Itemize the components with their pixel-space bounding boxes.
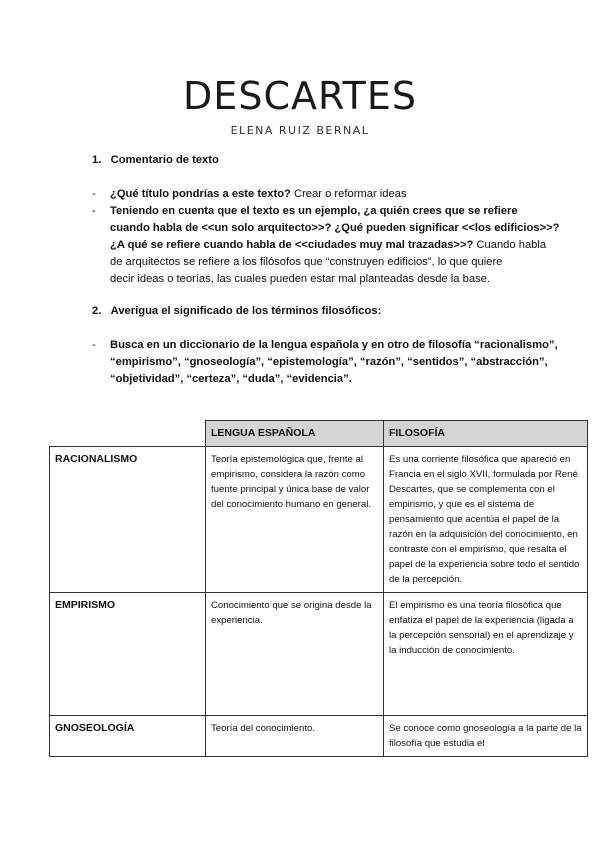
filosofia-cell: Es una corriente filosófica que apareció en Francia en el siglo XVII, formulada por René Descartes, que se complementa con el empirismo, y que es el sistema de pensamiento que acentúa el papel de la razón en la adquisición del conocimiento, en contraste con el empirismo, que resalta el papel de la experiencia sobre todo el sentido de la percepción. <box>384 447 588 593</box>
question-2-dash: - <box>92 205 96 217</box>
section-2-title: Averigua el significado de los términos filosóficos: <box>110 305 382 317</box>
question-2-line-3-question: ¿A qué se refiere cuando habla de <<ciudades muy mal trazadas>>? <box>110 239 474 251</box>
section-2-line-1: Busca en un diccionario de la lengua española y en otro de filosofía “racionalismo”, <box>110 339 558 351</box>
section-1-number: 1. <box>92 154 102 166</box>
author-name: ELENA RUIZ BERNAL <box>230 124 370 137</box>
question-1-dash: - <box>92 188 96 200</box>
table-row <box>50 447 588 593</box>
table-header-lengua: LENGUA ESPAÑOLA <box>206 421 384 447</box>
table-header-filosofia: FILOSOFÍA <box>384 421 588 447</box>
question-1 <box>92 186 96 203</box>
question-1-answer: Crear o reformar ideas <box>290 188 407 200</box>
question-2-answer-line-2: decir ideas o teorías, las cuales pueden estar mal planteadas desde la base. <box>110 273 490 285</box>
question-2-line-2: cuando habla de <<un solo arquitecto>>? ¿Qué pueden significar <<los edificios>>? <box>110 222 560 234</box>
section-2-number: 2. <box>92 305 102 317</box>
filosofia-cell: El empirismo es una teoría filosófica que enfatiza el papel de la experiencia (ligada a la percepción sensorial) en el aprendizaje y la inducción de conocimiento. <box>384 593 588 716</box>
term-cell: GNOSEOLOGÍA <box>50 716 206 757</box>
question-2-line-3-answer: Cuando habla <box>473 239 547 251</box>
section-1-title: Comentario de texto <box>110 154 219 166</box>
term-cell: RACIONALISMO <box>50 447 206 593</box>
section-1-heading <box>92 152 219 169</box>
question-1-text <box>110 186 407 203</box>
section-2-line-2: “empirismo”, “gnoseología”, “epistemología”, “razón”, “sentidos”, “abstracción”, <box>110 356 548 368</box>
document-title: DESCARTES <box>183 74 417 118</box>
section-2-line-3: “objetividad”, “certeza”, “duda”, “evidencia”. <box>110 373 352 385</box>
section-2-heading <box>92 303 381 320</box>
table-header-row <box>50 421 588 447</box>
question-1-question: ¿Qué título pondrías a este texto? <box>110 188 291 200</box>
section-2-dash: - <box>92 339 96 351</box>
term-cell: EMPIRISMO <box>50 593 206 716</box>
table-row <box>50 593 588 716</box>
table-row <box>50 716 588 757</box>
filosofia-cell: Se conoce como gnoseología a la parte de la filosofía que estudia el <box>384 716 588 757</box>
question-2-line-1: Teniendo en cuenta que el texto es un ejemplo, ¿a quién crees que se refiere <box>110 205 518 217</box>
table-header-empty <box>50 421 206 447</box>
question-2-answer-line-1: de arquitectos se refiere a los filósofos que “construyen edificios”, lo que quiere <box>110 256 503 268</box>
question-2-line-3 <box>110 237 546 254</box>
lengua-cell: Teoría epistemológica que, frente al empirismo, considera la razón como fuente principal y única base de valor del conocimiento humano en general. <box>206 447 384 593</box>
lengua-cell: Conocimiento que se origina desde la experiencia. <box>206 593 384 716</box>
lengua-cell: Teoría del conocimiento. <box>206 716 384 757</box>
terms-table <box>49 420 588 757</box>
